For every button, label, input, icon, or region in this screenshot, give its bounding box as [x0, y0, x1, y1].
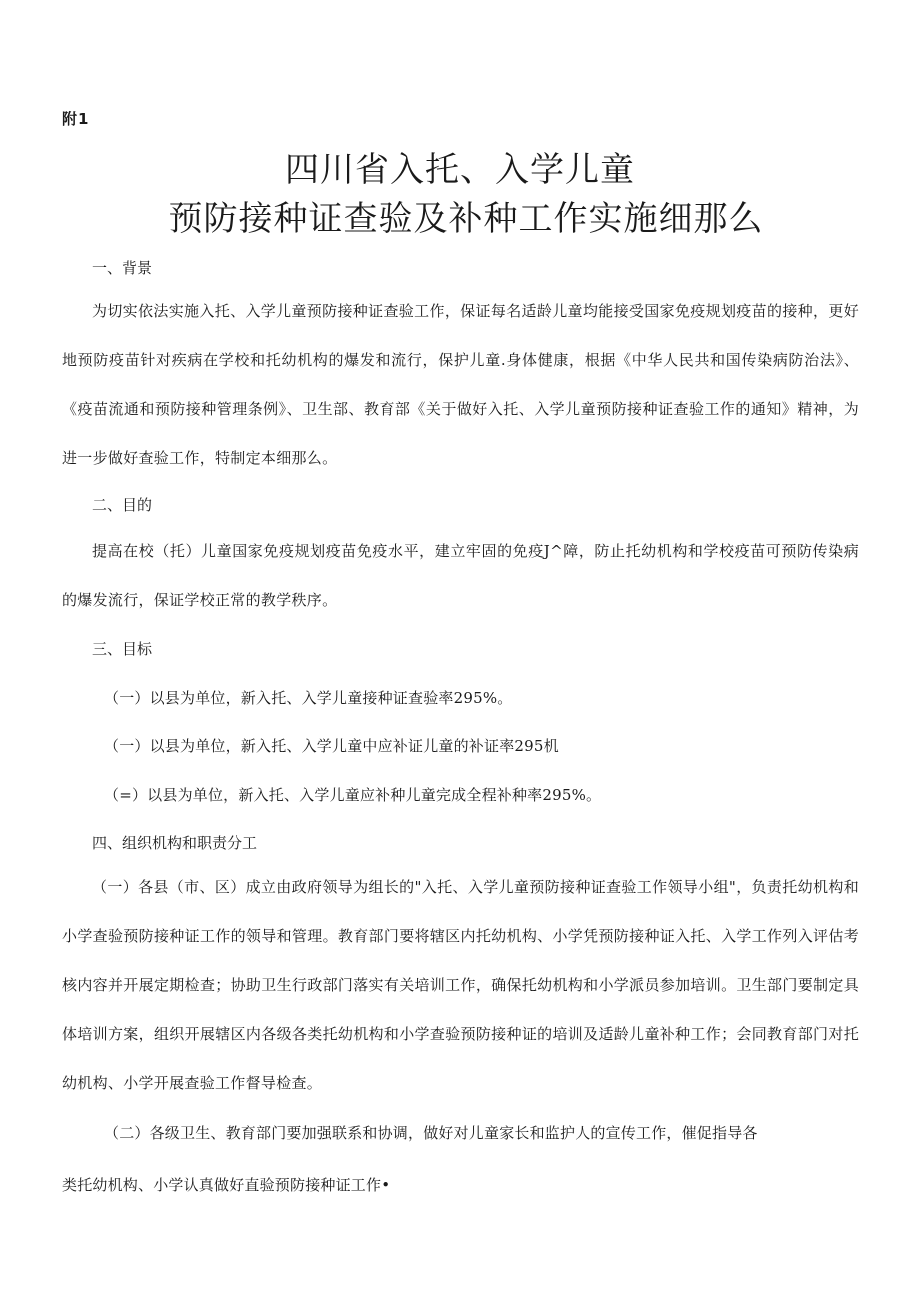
section-heading-targets: 三、目标 — [92, 640, 153, 658]
section-heading-background: 一、背景 — [92, 259, 153, 277]
paragraph-organization-1: （一）各县（市、区）成立由政府领导为组长的"入托、入学儿童预防接种证查验工作领导小组"，负责托幼机构和小学查验预防接种证工作的领导和管理。教育部门要将辖区内托幼机构、小学凭预防接种证入托、入学工作列入评估考核内容并开展定期检查；协助卫生行政部门落实有关培训工作，确保托幼机构和小学派员参加培训。卫生部门要制定具体培训方案，组织开展辖区内各级各类托幼机构和小学查验预防接种证的培训及适龄儿童补种工作；会同教育部门对托幼机构、小学开展查验工作督导检查。 — [62, 878, 859, 1092]
target-item-3: （=）以县为单位，新入托、入学儿童应补种儿童完成全程补种率295%。 — [104, 786, 602, 804]
paragraph-background: 为切实依法实施入托、入学儿童预防接种证查验工作，保证每名适龄儿童均能接受国家免疫规划疫苗的接种，更好地预防疫苗针对疾病在学校和托幼机构的爆发和流行，保护儿童.身体健康，根据《中华人民共和国传染病防治法》、《疫苗流通和预防接种管理条例》、卫生部、教育部《关于做好入托、入学儿童预防接种证查验工作的通知》精神，为进一步做好查验工作，特制定本细那么。 — [62, 302, 859, 467]
section-heading-organization: 四、组织机构和职责分工 — [92, 834, 258, 852]
paragraph-organization-2-line1: （二）各级卫生、教育部门要加强联系和协调，做好对儿童家长和监护人的宣传工作，催促指导各 — [104, 1124, 758, 1142]
section-heading-purpose: 二、目的 — [92, 496, 153, 514]
paragraph-purpose: 提高在校（托）儿童国家免疫规划疫苗免疫水平，建立牢固的免疫J^障，防止托幼机构和学校疫苗可预防传染病的爆发流行，保证学校正常的教学秩序。 — [62, 542, 859, 609]
document-title-line1: 四川省入托、入学儿童 — [285, 150, 635, 190]
paragraph-organization-2-line2: 类托幼机构、小学认真做好直验预防接种证工作• — [62, 1176, 391, 1194]
target-item-1: （一）以县为单位，新入托、入学儿童接种证查验率295%。 — [104, 689, 513, 707]
document-title-line2: 预防接种证查验及补种工作实施细那么 — [168, 199, 764, 239]
target-item-2: （一）以县为单位，新入托、入学儿童中应补证儿童的补证率295机 — [104, 737, 559, 755]
attachment-label: 附1 — [62, 110, 90, 128]
